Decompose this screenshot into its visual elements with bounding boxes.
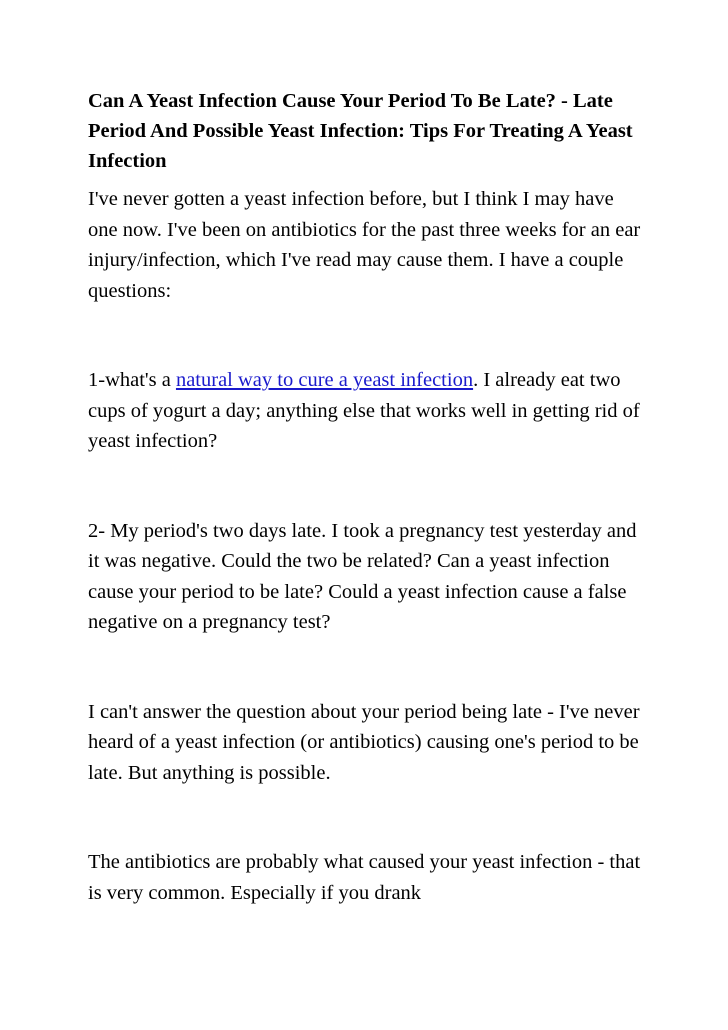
- question-1-tail: . I already eat two cups of yogurt a day; anything else that works well in getting rid of yeast infection?: [88, 369, 640, 452]
- paragraph-gap: [88, 638, 648, 697]
- question-1-lead: 1-what's a: [88, 369, 176, 391]
- paragraph-question-2: 2- My period's two days late. I took a pregnancy test yesterday and it was negative. Could the two be related? Can a yeast infection cause your period to be late? Could a yeast infection cause a false negative on a pregnancy test?: [88, 519, 637, 633]
- paragraph-answer-2: The antibiotics are probably what caused your yeast infection - that is very common. Especially if you drank: [88, 851, 641, 904]
- page-title: Can A Yeast Infection Cause Your Period To Be Late? - Late Period And Possible Yeast Infection: Tips For Treating A Yeast Infection: [88, 90, 633, 172]
- natural-cure-link[interactable]: natural way to cure a yeast infection: [175, 369, 474, 391]
- paragraph-answer-1: I can't answer the question about your period being late - I've never heard of a yeast infection (or antibiotics) causing one's period to be late. But anything is possible.: [88, 700, 640, 784]
- paragraph-gap: [88, 788, 648, 847]
- document-page: [88, 86, 648, 908]
- paragraph-intro: I've never gotten a yeast infection before, but I think I may have one now. I've been on antibiotics for the past three weeks for an ear injury/infection, which I've read may cause them. I have a couple questions:: [88, 188, 641, 302]
- paragraph-question-1: [88, 365, 648, 457]
- paragraph-gap: [88, 457, 648, 516]
- paragraph-gap: [88, 306, 648, 365]
